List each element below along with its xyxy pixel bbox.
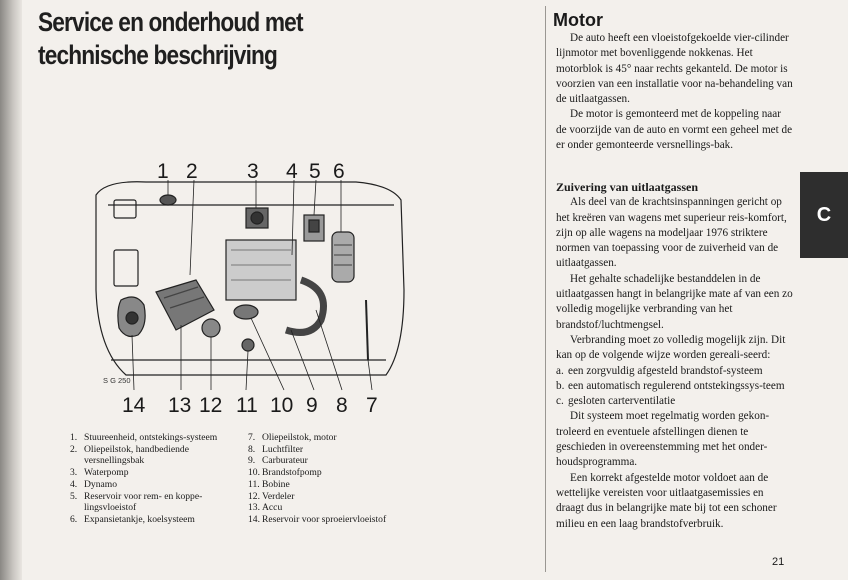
motor-paragraph-2: De motor is gemonteerd met de koppeling naar de voorzijde van de auto en vormt een geheel met de er onder gemonteerde versnellings-bak.: [556, 108, 793, 152]
callout-5: 5: [309, 160, 321, 183]
page-number: 21: [772, 556, 785, 568]
callout-12: 12: [199, 394, 223, 417]
legend-column-1: [70, 432, 240, 526]
callout-8: 8: [336, 394, 348, 417]
motor-paragraph-1: De auto heeft een vloeistofgekoelde vier-cilinder lijnmotor met bovenliggende nokkenas. Het motorblok is 45° naar rechts gekanteld. De motor is voorzien van een installatie voor na-behandeling van de uitlaatgassen.: [556, 32, 793, 106]
part-7: [366, 300, 368, 360]
callout-9: 9: [306, 394, 318, 417]
list-item: c. gesloten carterventilatie: [556, 395, 676, 408]
engine-block: [226, 240, 296, 300]
callout-3: 3: [247, 160, 259, 183]
callout-1: 1: [157, 160, 169, 183]
callout-2: 2: [186, 160, 198, 183]
title-line-2: technische beschrijving: [38, 40, 278, 70]
zuivering-section: [556, 180, 794, 532]
zuivering-paragraph-3: Verbranding moet zo volledig mogelijk zijn. Dit kan op de volgende wijze worden gereali-seerd:: [556, 333, 786, 362]
legend-item: 12. Verdeler: [248, 490, 295, 502]
legend-item: 6. Expansietankje, koelsysteem: [70, 513, 195, 525]
left-panel-small: [114, 200, 136, 218]
legend-item: 7. Oliepeilstok, motor: [248, 432, 337, 443]
callout-11: 11: [236, 394, 258, 417]
legend-item: 8. Luchtfilter: [248, 443, 304, 455]
callout-13: 13: [168, 394, 192, 417]
part-11: [242, 339, 254, 351]
title-line-1: Service en onderhoud met: [38, 7, 303, 37]
callout-10: 10: [270, 394, 294, 417]
motor-section: [556, 31, 794, 153]
list-item: b. een automatisch regulerend ontstekingssys-teem: [556, 379, 785, 392]
legend-item: 11. Bobine: [248, 478, 290, 490]
callout-14: 14: [122, 394, 146, 417]
zuivering-paragraph-4: Dit systeem moet regelmatig worden gekon-troleerd en eventuele afstellingen dienen te geschieden in overeenstemming met het onder-houdsprogramma.: [556, 410, 770, 469]
diagram-code: S G 250: [103, 376, 131, 385]
legend-item: 14. Reservoir voor sproeiervloeistof: [248, 513, 387, 525]
callout-6: 6: [333, 160, 345, 183]
zuivering-paragraph-1: Als deel van de krachtsinspanningen gericht op het kreëren van wagens met superieur reis-komfort, zijn op alle wagens na modeljaar 1976 striktere normen van toepassing voor de zuiverheid van de uitlaatgassen.: [556, 196, 787, 270]
legend-column-2: [248, 432, 428, 526]
zuivering-paragraph-5: Een korrekt afgestelde motor voldoet aan de wettelijke vereisten voor uitlaatgasemissies en draagt dus in belangrijke mate bij tot een schoner milieu en een laag brandstofverbruik.: [556, 471, 777, 530]
part-10: [234, 305, 258, 319]
column-divider: [545, 6, 546, 572]
legend-item: 2. Oliepeilstok, handbediende versnellingsbak: [70, 443, 189, 467]
page-binding: [0, 0, 22, 580]
part-12: [202, 319, 220, 337]
legend-item: 4. Dynamo: [70, 478, 118, 490]
part-6: [332, 232, 354, 282]
list-item: a. een zorgvuldig afgesteld brandstof-systeem: [556, 364, 763, 377]
page-title: [38, 6, 303, 72]
zuivering-heading: Zuivering van uitlaatgassen: [556, 180, 699, 194]
legend-item: 3. Waterpomp: [70, 467, 129, 479]
section-tab: C: [800, 172, 848, 258]
legend-item: 5. Reservoir voor rem- en koppe-lingsvloeistof: [70, 490, 203, 514]
left-panel: [114, 250, 138, 286]
legend-item: 1. Stuureenheid, ontstekings-systeem: [70, 432, 218, 443]
zuivering-paragraph-2: Het gehalte schadelijke bestanddelen in de uitlaatgassen hangt in belangrijke mate af van een zo volledig mogelijke verbranding van het brandstof/luchtmengsel.: [556, 272, 793, 331]
callout-4: 4: [286, 160, 298, 183]
legend-item: 10. Brandstofpomp: [248, 467, 322, 479]
part-1: [160, 195, 176, 205]
callout-7: 7: [366, 394, 378, 417]
motor-heading: Motor: [553, 10, 603, 30]
engine-bay-diagram: [86, 160, 416, 420]
legend-item: 9. Carburateur: [248, 455, 308, 467]
legend-item: 13. Accu: [248, 502, 283, 514]
